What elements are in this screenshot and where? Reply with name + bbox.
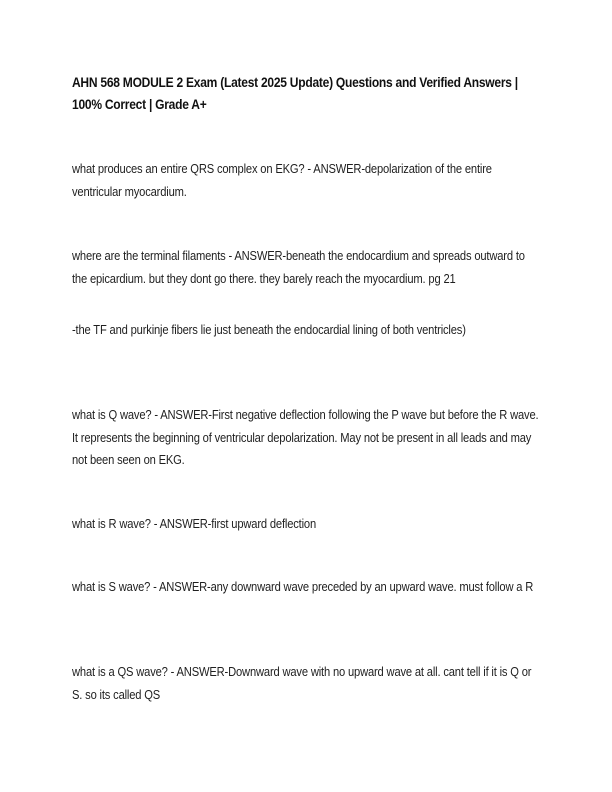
qa-text: what is a QS wave? - ANSWER-Downward wave with no upward wave at all. cant tell if it is Q or S. so its called QS: [72, 664, 532, 702]
qa-text: where are the terminal filaments - ANSWER-beneath the endocardium and spreads outward to the epicardium. but they dont go there. they barely reach the myocardium. pg 21: [72, 248, 525, 286]
qa-entry-qrs-complex: [72, 158, 612, 203]
qa-text: what is R wave? - ANSWER-first upward deflection: [72, 516, 317, 531]
qa-entry-q-wave: [72, 404, 612, 472]
qa-entry-terminal-filaments-continuation: [72, 319, 612, 342]
qa-entry-terminal-filaments: [72, 245, 612, 290]
qa-continuation-text: -the TF and purkinje fibers lie just beneath the endocardial lining of both ventricles): [72, 322, 466, 337]
qa-text: what produces an entire QRS complex on EKG? - ANSWER-depolarization of the entire ventricular myocardium.: [72, 161, 492, 199]
qa-entry-r-wave: [72, 513, 612, 536]
qa-text: what is Q wave? - ANSWER-First negative deflection following the P wave but before the R wave. It represents the beginning of ventricular depolarization. May not be present in all leads and may not been seen on EKG.: [72, 407, 539, 467]
qa-entry-s-wave: [72, 576, 612, 599]
document-title-block: [72, 71, 612, 115]
document-title: AHN 568 MODULE 2 Exam (Latest 2025 Update) Questions and Verified Answers | 100% Correct | Grade A+: [72, 74, 518, 112]
qa-text: what is S wave? - ANSWER-any downward wave preceded by an upward wave. must follow a R: [72, 579, 534, 594]
qa-entry-qs-wave: [72, 661, 612, 706]
